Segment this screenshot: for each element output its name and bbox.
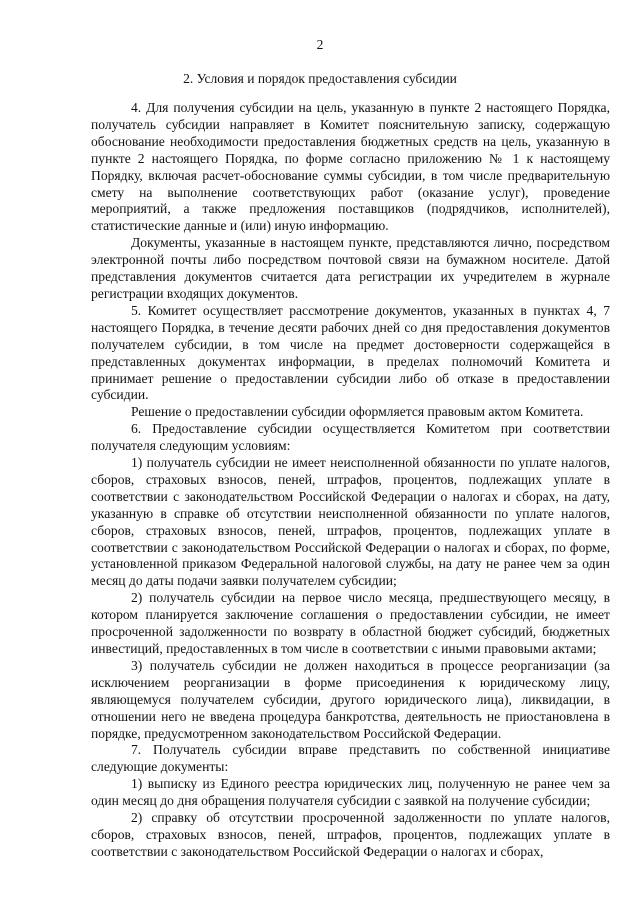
paragraph-6: 6. Предоставление субсидии осуществляется Комитетом при соответствии получателя следующим условиям: — [91, 421, 610, 454]
paragraph-7: 7. Получатель субсидии вправе представить по собственной инициативе следующие документы: — [91, 742, 610, 775]
paragraph-5: 5. Комитет осуществляет рассмотрение документов, указанных в пунктах 4, 7 настоящего Порядка, в течение десяти рабочих дней со дня предоставления документов получателем субсидии, в том числе на предмет достоверности содержащейся в представленных документах информации, в пределах полномочий Комитета и принимает решение о предоставлении субсидии либо об отказе в предоставлении субсидии. — [91, 302, 610, 403]
document-body — [91, 100, 610, 861]
paragraph-4: 4. Для получения субсидии на цель, указанную в пункте 2 настоящего Порядка, получатель субсидии направляет в Комитет пояснительную записку, содержащую обоснование необходимости предоставления бюджетных средств на цель, указанную в пункте 2 настоящего Порядка, по форме согласно приложению № 1 к настоящему Порядку, включая расчет-обоснование суммы субсидии, в том числе предварительную смету на выполнение соответствующих работ (оказание услуг), проведение мероприятий, а также предложения поставщиков (подрядчиков, исполнителей), статистические данные и (или) иную информацию. — [91, 100, 610, 234]
paragraph-5-decision: Решение о предоставлении субсидии оформляется правовым актом Комитета. — [131, 404, 584, 420]
paragraph-6-item-3: 3) получатель субсидии не должен находиться в процессе реорганизации (за исключением реорганизации в форме присоединения к юридическому лицу, являющемуся получателем субсидии, другого юридического лица), ликвидации, в отношении него не введена процедура банкротства, деятельность не приостановлена в порядке, предусмотренном законодательством Российской Федерации. — [91, 657, 610, 741]
paragraph-6-item-2: 2) получатель субсидии на первое число месяца, предшествующего месяцу, в котором планируется заключение соглашения о предоставлении субсидии, не имеет просроченной задолженности по возврату в областной бюджет субсидий, бюджетных инвестиций, предоставленных в том числе в соответствии с иными правовыми актами; — [91, 590, 610, 656]
page-number: 2 — [316, 37, 324, 52]
paragraph-7-item-2: 2) справку об отсутствии просроченной задолженности по уплате налогов, сборов, страховых взносов, пеней, штрафов, процентов, подлежащих уплате в соответствии с законодательством Российской Федерации о налогах и сборах, — [91, 810, 610, 859]
paragraph-7-item-1: 1) выписку из Единого реестра юридических лиц, полученную не ранее чем за один месяц до дня обращения получателя субсидии с заявкой на получение субсидии; — [91, 776, 610, 809]
paragraph-6-item-1: 1) получатель субсидии не имеет неисполненной обязанности по уплате налогов, сборов, страховых взносов, пеней, штрафов, процентов, подлежащих уплате в соответствии с законодательством Российской Федерации о налогах и сборах, на дату, указанную в справке об отсутствии неисполненной обязанности по уплате налогов, сборов, страховых взносов, пеней, штрафов, процентов, подлежащих уплате в соответствии с законодательством Российской Федерации о налогах и сборах, по форме, установленной приказом Федеральной налоговой службы, на дату не ранее чем за один месяц до даты подачи заявки получателем субсидии; — [91, 455, 610, 589]
paragraph-4-documents: Документы, указанные в настоящем пункте, представляются лично, посредством электронной почты либо посредством почтовой связи на бумажном носителе. Датой представления документов считается дата регистрации их учредителем в журнале регистрации входящих документов. — [91, 235, 610, 301]
section-title: 2. Условия и порядок предоставления субсидии — [183, 71, 457, 86]
